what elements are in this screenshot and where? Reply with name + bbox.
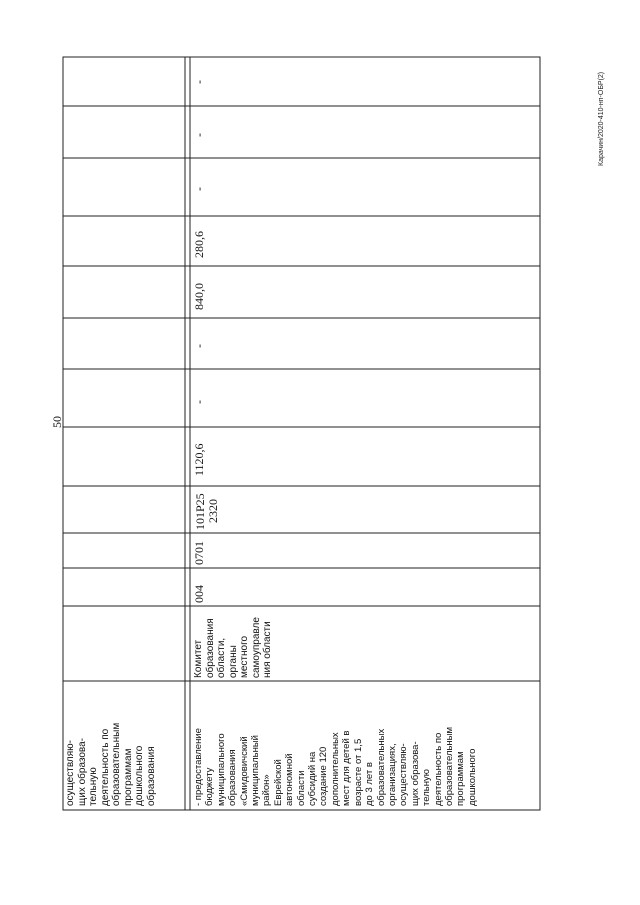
text-line: субсидий на bbox=[307, 751, 319, 806]
text-line: Еврейской bbox=[272, 759, 284, 806]
text-line: - предоставление bbox=[193, 728, 204, 806]
text-line: органы bbox=[227, 645, 239, 678]
text-line: Комитет bbox=[193, 639, 204, 678]
cell-value-6: - bbox=[192, 133, 206, 137]
text-line: 2320 bbox=[206, 499, 220, 523]
text-line: образования bbox=[145, 746, 157, 806]
text-line: образования bbox=[227, 749, 239, 806]
text-line: щих образова- bbox=[76, 737, 88, 806]
cell-value-4: 280,6 bbox=[192, 231, 206, 258]
text-line: 101P25 bbox=[193, 493, 207, 530]
text-line: бюджету bbox=[204, 767, 216, 806]
text-line: район» bbox=[261, 774, 273, 806]
page-number: 50 bbox=[50, 416, 64, 428]
text-line: деятельность по bbox=[99, 728, 111, 806]
cell-total: 1120,6 bbox=[192, 443, 206, 476]
text-line: области bbox=[295, 770, 307, 806]
text-line: автономной bbox=[284, 753, 296, 806]
row-main-executor bbox=[193, 608, 274, 678]
row-main-description bbox=[193, 684, 478, 806]
text-line: щих образова- bbox=[409, 741, 421, 806]
text-line: самоуправле bbox=[250, 617, 262, 678]
text-line: «Смидовичский bbox=[238, 736, 250, 806]
text-line: осуществляю- bbox=[65, 740, 76, 806]
cell-value-1: - bbox=[192, 400, 206, 404]
text-line: ния области bbox=[262, 621, 273, 678]
cell-rzpr: 0701 bbox=[192, 541, 206, 565]
text-line: образовательным bbox=[111, 722, 122, 806]
text-line: образования bbox=[204, 618, 216, 678]
cell-grbs: 004 bbox=[192, 585, 206, 603]
text-line: создание 120 bbox=[318, 746, 330, 806]
text-line: муниципального bbox=[215, 733, 227, 806]
cell-value-5: - bbox=[192, 187, 206, 191]
text-line: до 3 лет в bbox=[364, 762, 376, 806]
text-line: образовательных bbox=[375, 728, 387, 806]
text-line: возрасте от 1,5 bbox=[352, 738, 364, 806]
text-line: дополнительных bbox=[329, 732, 341, 806]
cell-value-2: - bbox=[192, 344, 206, 348]
text-line: мест для детей в bbox=[341, 730, 353, 806]
text-line: дошкольного bbox=[134, 745, 145, 806]
text-line: области, bbox=[216, 637, 227, 678]
cell-value-3: 840,0 bbox=[192, 283, 206, 310]
text-line: образовательным bbox=[443, 726, 455, 806]
text-line: местного bbox=[239, 635, 250, 678]
text-line: программам bbox=[122, 748, 134, 806]
document-reference: Карачин/2020-410-нп-ОБР(2) bbox=[598, 71, 605, 166]
cell-value-7: - bbox=[192, 80, 206, 84]
text-line: тельную bbox=[421, 769, 433, 806]
text-line: муниципальный bbox=[250, 735, 262, 806]
text-line: программам bbox=[455, 751, 467, 806]
row-top-description bbox=[65, 684, 157, 806]
text-line: организациях, bbox=[386, 743, 398, 806]
text-line: деятельность по bbox=[432, 732, 444, 806]
cell-csr bbox=[194, 493, 220, 530]
text-line: осуществляю- bbox=[398, 743, 410, 806]
text-line: дошкольного bbox=[466, 748, 478, 806]
text-line: тельную bbox=[88, 767, 99, 806]
